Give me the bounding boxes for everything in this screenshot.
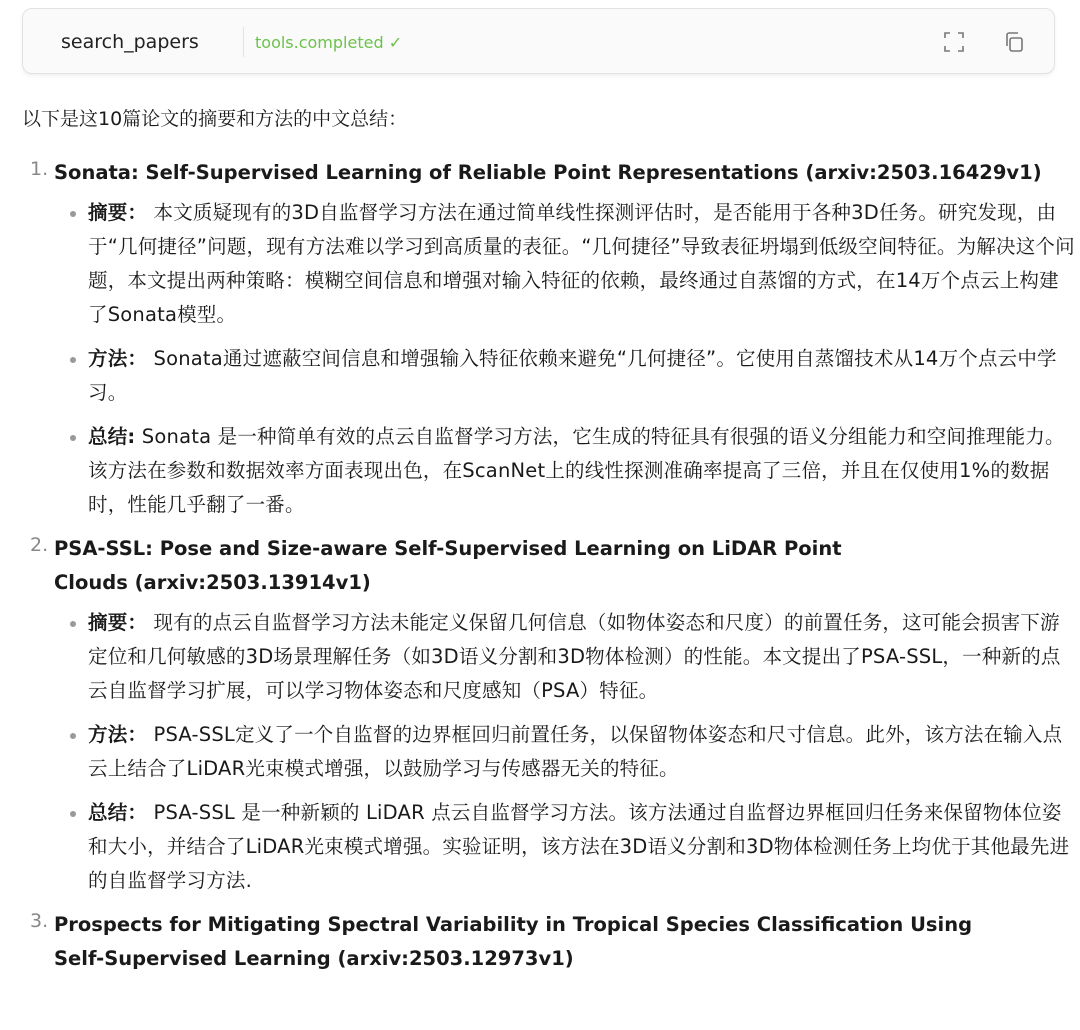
- paper-title: Sonata: Self-Supervised Learning of Reliable Point Representations (arxiv:2503.16429v1): [54, 161, 1042, 184]
- item-number: 3.: [30, 910, 49, 932]
- paper-title: Prospects for Mitigating Spectral Variability in Tropical Species Classification Using Self-Supervised Learning (arxiv:2503.12973v1): [54, 913, 973, 970]
- divider: [243, 27, 244, 57]
- bullet-label: 方法：: [88, 347, 148, 370]
- bullet-label: 摘要：: [88, 611, 148, 634]
- bullet-text: Sonata 是一种简单有效的点云自监督学习方法，它生成的特征具有很强的语义分组能力和空间推理能力。该方法在参数和数据效率方面表现出色，在ScanNet上的线性探测准确率提高了三倍，并且在仅使用1%的数据时，性能几乎翻了一番。: [88, 425, 1065, 516]
- bullet-abstract: [54, 606, 1075, 708]
- tool-call-card: [22, 8, 1055, 74]
- bullet-label: 总结:: [88, 425, 136, 448]
- copy-icon[interactable]: [1001, 29, 1027, 55]
- bullet-text: PSA-SSL 是一种新颖的 LiDAR 点云自监督学习方法。该方法通过自监督边界框回归任务来保留物体位姿和大小，并结合了LiDAR光束模式增强。实验证明，该方法在3D语义分割和3D物体检测任务上均优于其他最先进的自监督学习方法.: [88, 801, 1070, 892]
- bullet-abstract: [54, 196, 1075, 332]
- bullet-text: 本文质疑现有的3D自监督学习方法在通过简单线性探测评估时，是否能用于各种3D任务。研究发现，由于“几何捷径”问题，现有方法难以学习到高质量的表征。“几何捷径”导致表征坍塌到低级空间特征。为解决这个问题，本文提出两种策略：模糊空间信息和增强对输入特征的依赖，最终通过自蒸馏的方式，在14万个点云上构建了Sonata模型。: [88, 201, 1075, 326]
- tool-status: tools.completed ✓: [255, 33, 403, 52]
- paper-item: [0, 532, 1075, 898]
- paper-item: [0, 908, 1075, 976]
- intro-text: 以下是这10篇论文的摘要和方法的中文总结：: [22, 108, 408, 130]
- bullet-summary: [54, 420, 1075, 522]
- bullet-label: 方法：: [88, 723, 148, 746]
- item-number: 2.: [30, 534, 49, 556]
- paper-list: [0, 156, 1075, 984]
- paper-title: PSA-SSL: Pose and Size-aware Self-Supervised Learning on LiDAR Point Clouds (arxiv:2503.13914v1): [54, 537, 842, 594]
- bullet-summary: [54, 796, 1075, 898]
- bullet-text: PSA-SSL定义了一个自监督的边界框回归前置任务，以保留物体姿态和尺寸信息。此外，该方法在输入点云上结合了LiDAR光束模式增强，以鼓励学习与传感器无关的特征。: [88, 723, 1063, 780]
- bullet-method: [54, 342, 1075, 410]
- bullet-text: 现有的点云自监督学习方法未能定义保留几何信息（如物体姿态和尺度）的前置任务，这可能会损害下游定位和几何敏感的3D场景理解任务（如3D语义分割和3D物体检测）的性能。本文提出了PSA-SSL，一种新的点云自监督学习扩展，可以学习物体姿态和尺度感知（PSA）特征。: [88, 611, 1061, 702]
- expand-icon[interactable]: [941, 29, 967, 55]
- bullet-text: Sonata通过遮蔽空间信息和增强输入特征依赖来避免“几何捷径”。它使用自蒸馏技术从14万个点云中学习。: [88, 347, 1057, 404]
- bullet-label: 摘要：: [88, 201, 148, 224]
- bullet-label: 总结：: [88, 801, 148, 824]
- paper-item: [0, 156, 1075, 522]
- tool-name: search_papers: [61, 31, 199, 53]
- bullet-method: [54, 718, 1075, 786]
- item-number: 1.: [30, 158, 49, 180]
